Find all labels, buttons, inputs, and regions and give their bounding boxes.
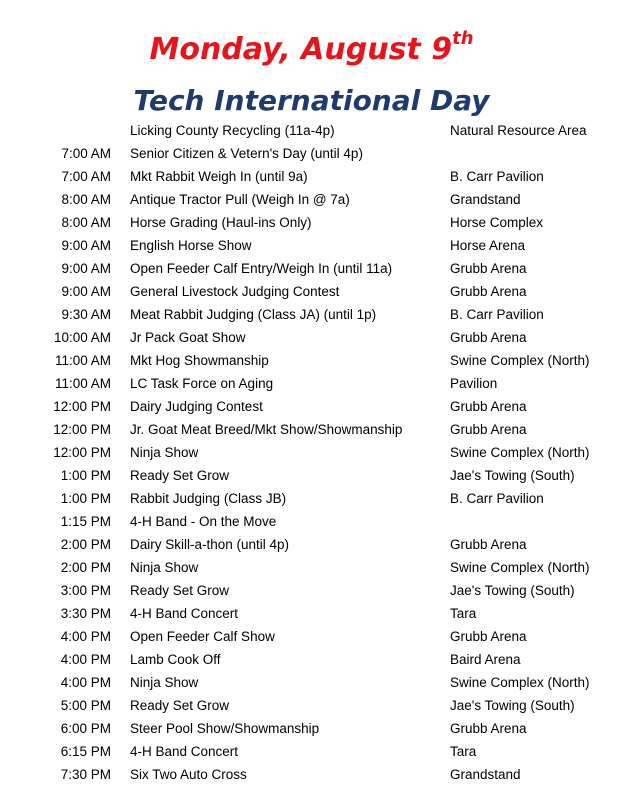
schedule-row (0, 372, 623, 395)
schedule-event: Ready Set Grow (130, 468, 230, 483)
schedule-event: Steer Pool Show/Showmanship (130, 721, 320, 736)
schedule-event: 4-H Band Concert (130, 606, 239, 621)
schedule-time: 1:00 PM (60, 468, 111, 483)
schedule-time: 4:00 PM (60, 629, 111, 644)
schedule-time: 11:00 AM (54, 376, 111, 391)
schedule-row (0, 257, 623, 280)
schedule-row (0, 280, 623, 303)
schedule-event: Antique Tractor Pull (Weigh In @ 7a) (130, 192, 350, 207)
schedule-event: Ready Set Grow (130, 583, 230, 598)
schedule-row (0, 717, 623, 740)
schedule-row (0, 510, 623, 533)
schedule-location: Grubb Arena (450, 537, 527, 552)
schedule-time: 11:00 AM (54, 353, 111, 368)
schedule-location: Grubb Arena (450, 284, 527, 299)
schedule-location: Jae's Towing (South) (450, 583, 575, 598)
title-date: Monday, August 9 (149, 32, 453, 67)
schedule-time: 6:15 PM (60, 744, 111, 759)
schedule-event: Horse Grading (Haul-ins Only) (130, 215, 312, 230)
schedule-location: Swine Complex (North) (450, 560, 590, 575)
schedule-row (0, 602, 623, 625)
schedule-row (0, 418, 623, 441)
schedule-row (0, 487, 623, 510)
schedule-location: Grubb Arena (450, 330, 527, 345)
schedule-time: 4:00 PM (60, 675, 111, 690)
schedule-event: General Livestock Judging Contest (130, 284, 340, 299)
schedule-time: 1:15 PM (60, 514, 111, 529)
schedule-time: 6:00 PM (60, 721, 111, 736)
schedule-event: Mkt Rabbit Weigh In (until 9a) (130, 169, 308, 184)
schedule-location: Grandstand (450, 192, 521, 207)
schedule-time: 3:00 PM (60, 583, 111, 598)
schedule-event: Ready Set Grow (130, 698, 230, 713)
schedule-time: 8:00 AM (61, 215, 111, 230)
schedule-event: English Horse Show (130, 238, 252, 253)
schedule-location: Swine Complex (North) (450, 675, 590, 690)
schedule-time: 9:00 AM (61, 238, 111, 253)
schedule-list (0, 119, 623, 786)
schedule-row (0, 464, 623, 487)
schedule-event: Dairy Judging Contest (130, 399, 263, 414)
schedule-event: Ninja Show (130, 675, 199, 690)
schedule-row (0, 625, 623, 648)
schedule-time: 2:00 PM (60, 537, 111, 552)
schedule-event: LC Task Force on Aging (130, 376, 274, 391)
schedule-location: Natural Resource Area (450, 123, 587, 138)
title-date-suffix: th (452, 28, 474, 49)
schedule-time: 12:00 PM (53, 399, 111, 414)
schedule-row (0, 119, 623, 142)
schedule-event: Six Two Auto Cross (130, 767, 247, 782)
schedule-event: Mkt Hog Showmanship (130, 353, 269, 368)
schedule-row (0, 234, 623, 257)
schedule-time: 12:00 PM (53, 422, 111, 437)
schedule-time: 3:30 PM (60, 606, 111, 621)
schedule-time: 9:30 AM (61, 307, 111, 322)
schedule-event: Jr Pack Goat Show (130, 330, 246, 345)
schedule-time: 12:00 PM (53, 445, 111, 460)
schedule-location: Pavilion (450, 376, 498, 391)
schedule-row (0, 533, 623, 556)
schedule-location: Tara (450, 606, 477, 621)
schedule-location: Baird Arena (450, 652, 521, 667)
schedule-event: Open Feeder Calf Show (130, 629, 275, 644)
schedule-time: 7:00 AM (61, 146, 111, 161)
schedule-time: 9:00 AM (61, 284, 111, 299)
schedule-time: 1:00 PM (60, 491, 111, 506)
page-subtitle: Tech International Day (133, 84, 490, 117)
schedule-location: Grandstand (450, 767, 521, 782)
schedule-row (0, 441, 623, 464)
schedule-location: B. Carr Pavilion (450, 491, 544, 506)
schedule-event: Ninja Show (130, 445, 199, 460)
schedule-event: Ninja Show (130, 560, 199, 575)
schedule-row (0, 142, 623, 165)
schedule-event: Dairy Skill-a-thon (until 4p) (130, 537, 290, 552)
schedule-location: Swine Complex (North) (450, 353, 590, 368)
schedule-event: Jr. Goat Meat Breed/Mkt Show/Showmanship (130, 422, 403, 437)
schedule-location: B. Carr Pavilion (450, 169, 544, 184)
schedule-location: Grubb Arena (450, 261, 527, 276)
schedule-row (0, 556, 623, 579)
schedule-row (0, 211, 623, 234)
schedule-row (0, 579, 623, 602)
schedule-row (0, 349, 623, 372)
schedule-location: Horse Arena (450, 238, 526, 253)
schedule-event: Open Feeder Calf Entry/Weigh In (until 11a) (130, 261, 393, 276)
schedule-row (0, 763, 623, 786)
schedule-location: Tara (450, 744, 477, 759)
schedule-row (0, 395, 623, 418)
page-title (0, 30, 623, 70)
schedule-location: Horse Complex (450, 215, 544, 230)
schedule-location: Grubb Arena (450, 721, 527, 736)
schedule-time: 5:00 PM (60, 698, 111, 713)
schedule-time: 9:00 AM (61, 261, 111, 276)
schedule-location: B. Carr Pavilion (450, 307, 544, 322)
schedule-event: Rabbit Judging (Class JB) (130, 491, 287, 506)
schedule-location: Jae's Towing (South) (450, 468, 575, 483)
schedule-event: Senior Citizen & Vetern's Day (until 4p) (130, 146, 363, 161)
schedule-row (0, 694, 623, 717)
schedule-event: Meat Rabbit Judging (Class JA) (until 1p) (130, 307, 377, 322)
schedule-time: 2:00 PM (60, 560, 111, 575)
schedule-time: 7:00 AM (61, 169, 111, 184)
schedule-row (0, 648, 623, 671)
schedule-time: 4:00 PM (60, 652, 111, 667)
schedule-row (0, 671, 623, 694)
schedule-event: Licking County Recycling (11a-4p) (130, 123, 335, 138)
schedule-time: 8:00 AM (61, 192, 111, 207)
schedule-row (0, 165, 623, 188)
schedule-event: Lamb Cook Off (130, 652, 221, 667)
schedule-event: 4-H Band Concert (130, 744, 239, 759)
schedule-time: 10:00 AM (53, 330, 111, 345)
schedule-location: Swine Complex (North) (450, 445, 590, 460)
schedule-row (0, 326, 623, 349)
schedule-row (0, 188, 623, 211)
schedule-row (0, 303, 623, 326)
schedule-row (0, 740, 623, 763)
schedule-location: Grubb Arena (450, 629, 527, 644)
schedule-location: Jae's Towing (South) (450, 698, 575, 713)
schedule-location: Grubb Arena (450, 422, 527, 437)
schedule-time: 7:30 PM (60, 767, 111, 782)
schedule-location: Grubb Arena (450, 399, 527, 414)
schedule-event: 4-H Band - On the Move (130, 514, 277, 529)
